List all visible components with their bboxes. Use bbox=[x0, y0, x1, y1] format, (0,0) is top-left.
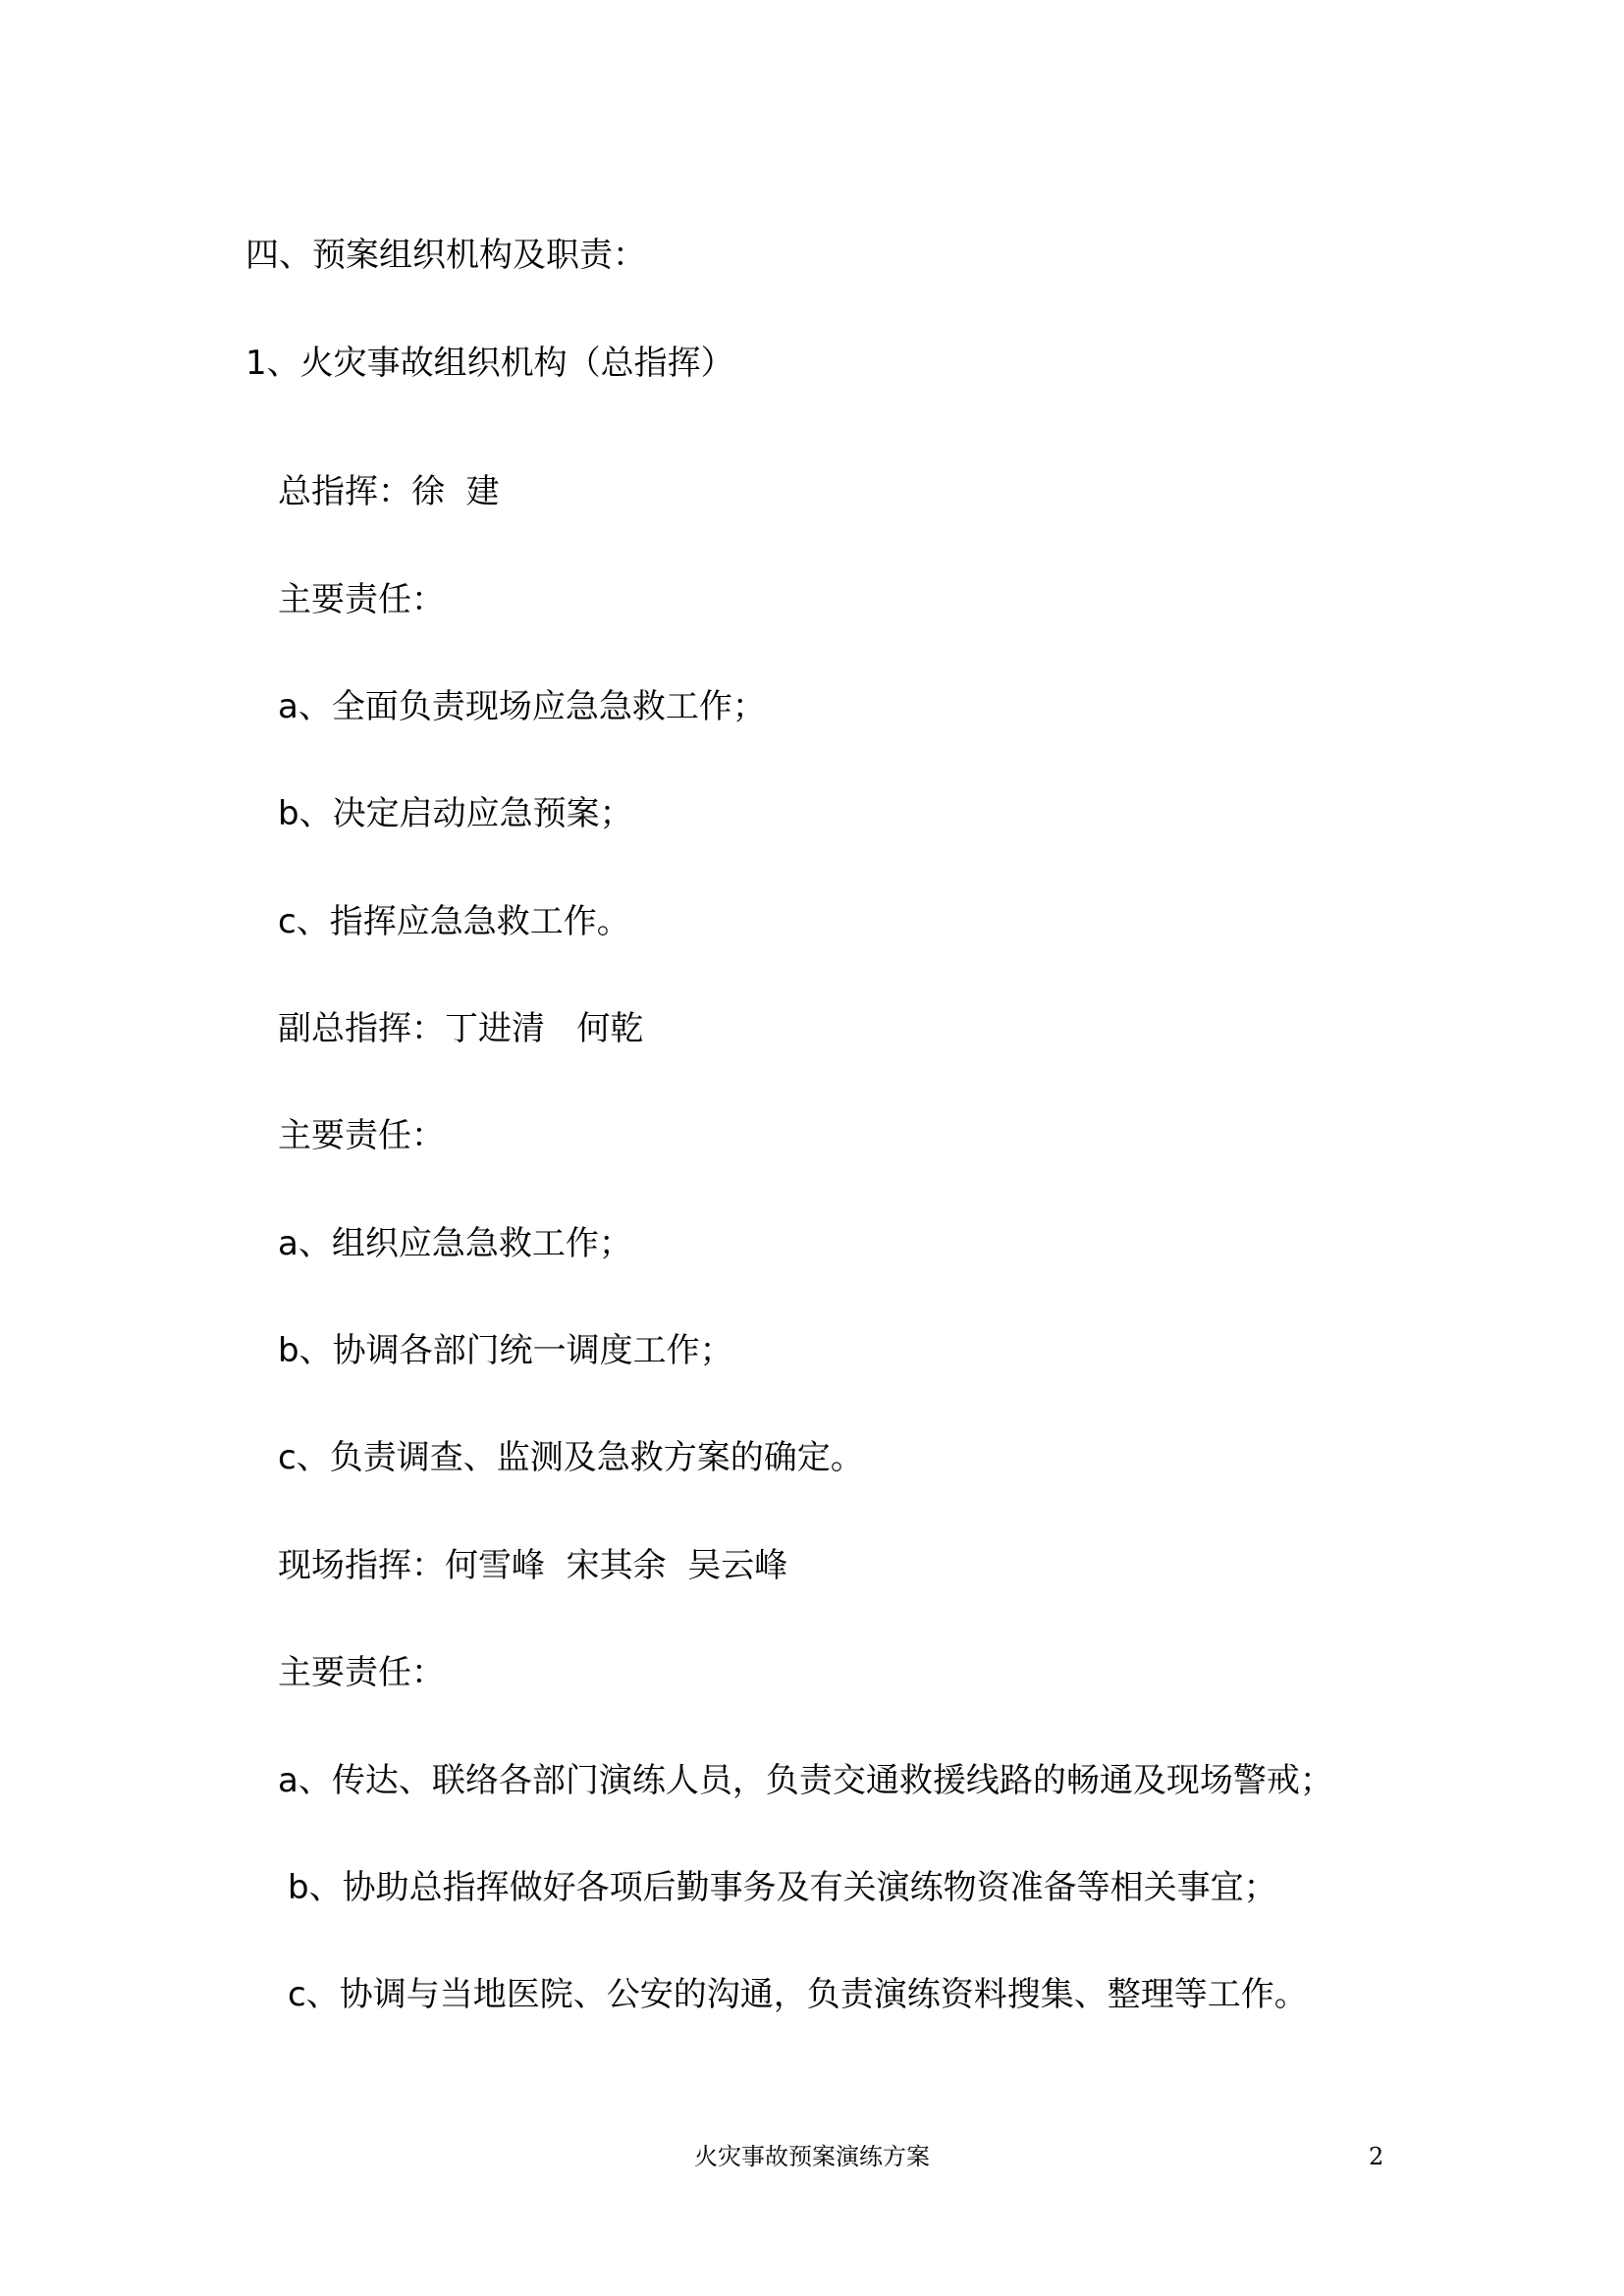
commander-resp-label: 主要责任： bbox=[278, 580, 445, 619]
deputy-line: 副总指挥：丁进清 何乾 bbox=[278, 1009, 644, 1048]
site-resp-label: 主要责任： bbox=[278, 1653, 445, 1692]
commander-item-a: a、全面负责现场应急急救工作； bbox=[278, 687, 766, 726]
commander-line: 总指挥：徐 建 bbox=[278, 472, 500, 511]
deputy-item-b: b、协调各部门统一调度工作； bbox=[278, 1331, 733, 1370]
site-item-b: b、协助总指挥做好各项后勤事务及有关演练物资准备等相关事宜； bbox=[288, 1868, 1277, 1907]
subsection-heading: 1、火灾事故组织机构（总指挥） bbox=[245, 344, 734, 383]
deputy-item-c: c、负责调查、监测及急救方案的确定。 bbox=[278, 1438, 864, 1477]
site-item-c: c、协调与当地医院、公安的沟通，负责演练资料搜集、整理等工作。 bbox=[288, 1975, 1308, 2014]
commander-item-b: b、决定启动应急预案； bbox=[278, 794, 633, 833]
page-number: 2 bbox=[1369, 2143, 1384, 2170]
deputy-resp-label: 主要责任： bbox=[278, 1116, 445, 1155]
footer-title: 火灾事故预案演练方案 bbox=[694, 2143, 930, 2170]
commander-item-c: c、指挥应急急救工作。 bbox=[278, 902, 630, 941]
site-line: 现场指挥：何雪峰 宋其余 吴云峰 bbox=[278, 1546, 788, 1585]
section-heading: 四、预案组织机构及职责： bbox=[245, 236, 646, 275]
site-item-a: a、传达、联络各部门演练人员，负责交通救援线路的畅通及现场警戒； bbox=[278, 1761, 1333, 1800]
deputy-item-a: a、组织应急急救工作； bbox=[278, 1224, 632, 1263]
